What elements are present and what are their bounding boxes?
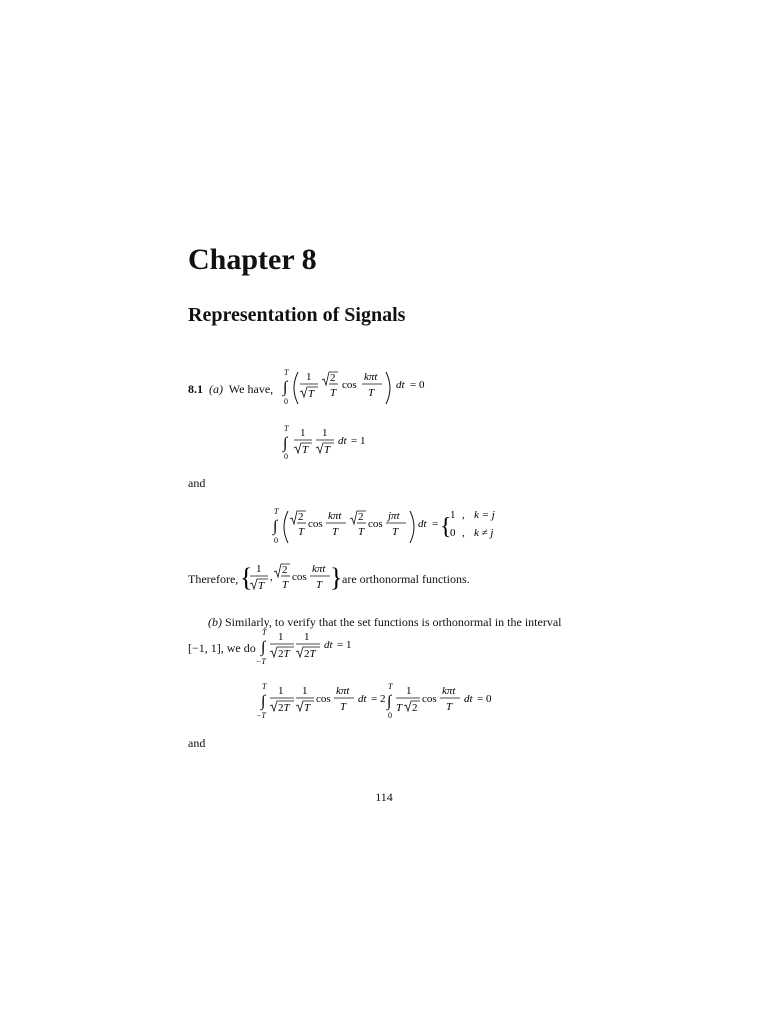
svg-text:1: 1 [256,563,262,575]
svg-text:cos: cos [308,518,323,530]
svg-text:}: } [330,563,343,592]
equation-1 [276,366,446,410]
svg-text:T: T [330,387,337,399]
svg-text:,: , [462,509,465,521]
svg-text:2: 2 [330,372,336,384]
svg-text:k ≠ j: k ≠ j [474,527,494,539]
svg-text:1: 1 [278,685,284,697]
equation-5 [256,680,496,722]
svg-text:∫: ∫ [283,379,288,396]
svg-text:T: T [284,424,289,433]
svg-text:kπt: kπt [328,510,342,522]
svg-text:0: 0 [284,397,288,406]
svg-text:T: T [302,444,309,456]
svg-text:T: T [282,579,289,591]
and-text-2: and [188,736,206,750]
part-b-text: Similarly, to verify that the set functions is orthonormal in the interval [225,615,562,629]
page-number: 114 [375,790,393,804]
equation-2 [276,422,386,462]
svg-text:T: T [274,507,279,516]
svg-text:0: 0 [450,527,456,539]
chapter-title: Chapter 8 [188,243,317,276]
svg-text:T: T [358,526,365,538]
and-text-1: and [188,476,206,490]
interval: [−1, 1] [188,641,221,655]
svg-text:T: T [340,701,347,713]
problem-intro [188,382,273,396]
svg-text:T: T [324,444,331,456]
svg-text:2: 2 [358,511,364,523]
svg-text:T: T [446,701,453,713]
svg-text:cos: cos [368,518,383,530]
svg-text:−T: −T [256,711,266,720]
svg-text:T: T [298,526,305,538]
problem-number: 8.1 [188,382,203,396]
svg-text:1: 1 [302,685,308,697]
svg-text:1: 1 [306,371,312,383]
part-b-label: (b) [208,615,222,629]
svg-text:cos: cos [316,693,331,705]
svg-text:2: 2 [282,564,288,576]
svg-text:T: T [388,682,393,691]
svg-text:,: , [270,571,273,583]
svg-text:1: 1 [300,427,306,439]
svg-text:2T: 2T [304,648,316,660]
svg-text:∫: ∫ [261,693,266,710]
svg-text:−T: −T [256,657,266,666]
svg-text:,: , [462,527,465,539]
svg-text:kπt: kπt [364,371,378,383]
svg-text:T: T [258,580,265,592]
svg-text:2T: 2T [278,702,290,714]
svg-text:dt: dt [358,693,367,705]
svg-text:0: 0 [284,452,288,461]
svg-text:1: 1 [278,631,284,643]
svg-text:0: 0 [274,536,278,545]
svg-text:T: T [262,682,267,691]
svg-text:jπt: jπt [388,510,400,522]
svg-text:1: 1 [304,631,310,643]
svg-text:dt: dt [324,639,333,651]
svg-text:= 0: = 0 [477,693,492,705]
svg-text:= 1: = 1 [351,435,366,447]
svg-text:cos: cos [342,379,357,391]
svg-text:=: = [432,518,439,530]
svg-text:= 1: = 1 [337,639,352,651]
svg-text:kπt: kπt [442,685,456,697]
svg-text:cos: cos [422,693,437,705]
svg-text:2: 2 [412,702,418,714]
svg-text:2: 2 [298,511,304,523]
svg-text:0: 0 [388,711,392,720]
svg-text:{: { [440,514,452,540]
orthonormal-set [240,558,343,598]
svg-text:T: T [308,388,315,400]
svg-text:{: { [240,563,253,592]
svg-text:k = j: k = j [474,509,495,521]
svg-text:kπt: kπt [336,685,350,697]
svg-text:1: 1 [322,427,328,439]
svg-text:T: T [304,702,311,714]
svg-text:∫: ∫ [283,435,288,452]
svg-text:cos: cos [292,571,307,583]
svg-text:∫: ∫ [273,518,278,535]
svg-text:dt: dt [464,693,473,705]
svg-text:1: 1 [406,685,412,697]
svg-text:∫: ∫ [261,639,266,656]
svg-text:dt: dt [396,379,405,391]
we-do-text: , we do [220,641,256,655]
orthonormal-text: are orthonormal functions. [342,572,470,586]
therefore-text: Therefore, [188,572,239,586]
svg-text:= 2: = 2 [371,693,386,705]
svg-text:T: T [316,579,323,591]
svg-text:dt: dt [418,518,427,530]
svg-text:T: T [284,368,289,377]
svg-text:2T: 2T [278,648,290,660]
svg-text:kπt: kπt [312,563,326,575]
svg-text:T: T [368,387,375,399]
svg-text:1: 1 [450,509,456,521]
equation-4 [256,626,366,668]
svg-text:= 0: = 0 [410,379,425,391]
svg-text:T: T [262,628,267,637]
svg-text:T: T [396,702,403,714]
interval-line [188,641,256,655]
equation-3 [266,505,506,549]
svg-text:T: T [392,526,399,538]
svg-text:T: T [332,526,339,538]
section-title: Representation of Signals [188,304,406,326]
svg-text:dt: dt [338,435,347,447]
svg-text:∫: ∫ [387,693,392,710]
part-a-label: (a) [209,382,223,396]
we-have-text: We have, [228,382,274,396]
